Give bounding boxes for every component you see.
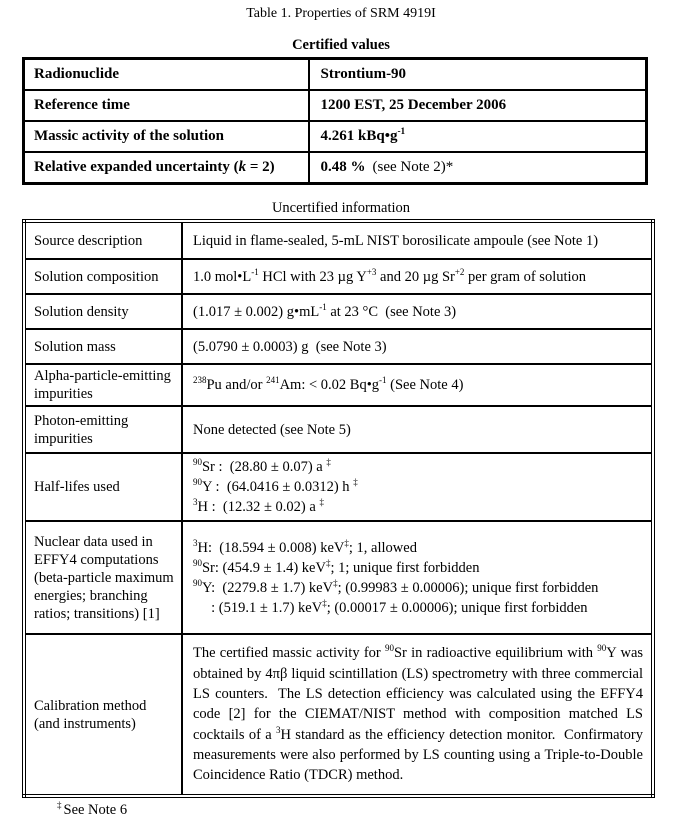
value-line: Liquid in flame-sealed, 5-mL NIST borosilicate ampoule (see Note 1)	[193, 232, 599, 249]
table-row	[24, 521, 653, 634]
row-value	[182, 294, 653, 329]
row-label: Massic activity of the solution	[24, 121, 309, 152]
uncertified-info-table	[22, 219, 655, 798]
value-text: Strontium-90	[320, 66, 407, 82]
footnote	[57, 802, 682, 819]
row-label: Solution mass	[24, 329, 182, 364]
value-line: $^{90}$Sr : (28.80 ± 0.07) a ‡	[193, 457, 331, 475]
row-label: Radionuclide	[24, 59, 309, 91]
table-row	[24, 406, 653, 453]
row-label: Source description	[24, 221, 182, 259]
table-row	[24, 152, 647, 184]
certified-values-heading: Certified values	[292, 37, 390, 53]
row-label: Half-lifes used	[24, 453, 182, 521]
table-row	[24, 221, 653, 259]
value-line: (1.017 ± 0.002) $g•mL^{-1}$ at 23 °C (see Note 3)	[193, 301, 457, 320]
footnote-dagger: ‡	[57, 800, 62, 811]
row-value	[309, 152, 647, 184]
value-line: : (519.1 ± 1.7) keV‡; (0.00017 ± 0.00006); unique first forbidden	[193, 597, 588, 616]
table-row	[24, 453, 653, 521]
row-value	[182, 634, 653, 796]
row-value	[182, 364, 653, 406]
row-label: Solution composition	[24, 259, 182, 294]
value-note: (see Note 2)*	[372, 159, 454, 175]
row-label: Solution density	[24, 294, 182, 329]
value-text: 1200 EST, 25 December 2006	[320, 97, 507, 113]
value-line: $^{90}$Y: (2279.8 ± 1.7) keV‡; (0.99983 ± 0.00006); unique first forbidden	[193, 577, 599, 596]
table-row	[24, 364, 653, 406]
row-value	[182, 521, 653, 634]
value-line: None detected (see Note 5)	[193, 421, 351, 438]
value-line: $^3$H: (18.594 ± 0.008) keV‡; 1, allowed	[193, 537, 417, 556]
value-line: $^{90}$Y : (64.0416 ± 0.0312) h ‡	[193, 477, 358, 495]
value-line: 1.0 $mol•L^{-1}$ HCl with 23 µg $Y^{+3}$ and 20 µg $Sr^{+2}$ per gram of solution	[193, 266, 587, 285]
row-value	[309, 59, 647, 91]
table-row	[24, 634, 653, 796]
row-label: Relative expanded uncertainty (k = 2)	[24, 152, 309, 184]
row-label: Photon-emitting impurities	[24, 406, 182, 453]
certified-values-table	[22, 57, 648, 185]
table-row	[24, 121, 647, 152]
row-label: Calibration method (and instruments)	[24, 634, 182, 796]
table-row	[24, 59, 647, 91]
value-paragraph: The certified massic activity for $^{90}$Sr in radioactive equilibrium with $^{90}$Y was obtained by 4πβ liquid scintillation (LS) spectrometry with three commercial LS counters. The LS detection efficiency was calculated using the EFFY4 code [2] for the CIEMAT/NIST method with composition matched LS cocktails of a $^3$H standard as the efficiency detection monitor. Confirmatory measurements were also performed by LS counting using a Triple-to-Double Coincidence Ratio (TDCR) method.	[193, 643, 644, 784]
uncertified-info-heading: Uncertified information	[271, 200, 411, 216]
value-text: 0.48 %	[320, 159, 366, 175]
row-value	[182, 259, 653, 294]
row-label: Reference time	[24, 90, 309, 121]
row-value	[182, 406, 653, 453]
row-value	[309, 90, 647, 121]
row-value	[182, 221, 653, 259]
row-label: Nuclear data used in EFFY4 computations (beta-particle maximum energies; branching ratios; transitions) [1]	[24, 521, 182, 634]
document-title: Table 1. Properties of SRM 4919I	[246, 6, 436, 21]
row-value	[182, 329, 653, 364]
value-line: $^3$H : (12.32 ± 0.02) a ‡	[193, 497, 324, 515]
value-line: $^{90}$Sr: (454.9 ± 1.4) keV‡; 1; unique first forbidden	[193, 557, 480, 576]
table-row	[24, 90, 647, 121]
table-row	[24, 259, 653, 294]
value-text: 4.261 $kBq•g^{-1}$	[320, 127, 406, 144]
value-line: $^{238}$Pu and/or $^{241}$Am: < 0.02 $Bq•g^{-1}$ (See Note 4)	[193, 375, 464, 393]
table-row	[24, 329, 653, 364]
row-label: Alpha-particle-emitting impurities	[24, 364, 182, 406]
table-row	[24, 294, 653, 329]
value-line: (5.0790 ± 0.0003) g (see Note 3)	[193, 338, 387, 355]
row-value	[309, 121, 647, 152]
row-value	[182, 453, 653, 521]
footnote-text: See Note 6	[63, 802, 128, 818]
